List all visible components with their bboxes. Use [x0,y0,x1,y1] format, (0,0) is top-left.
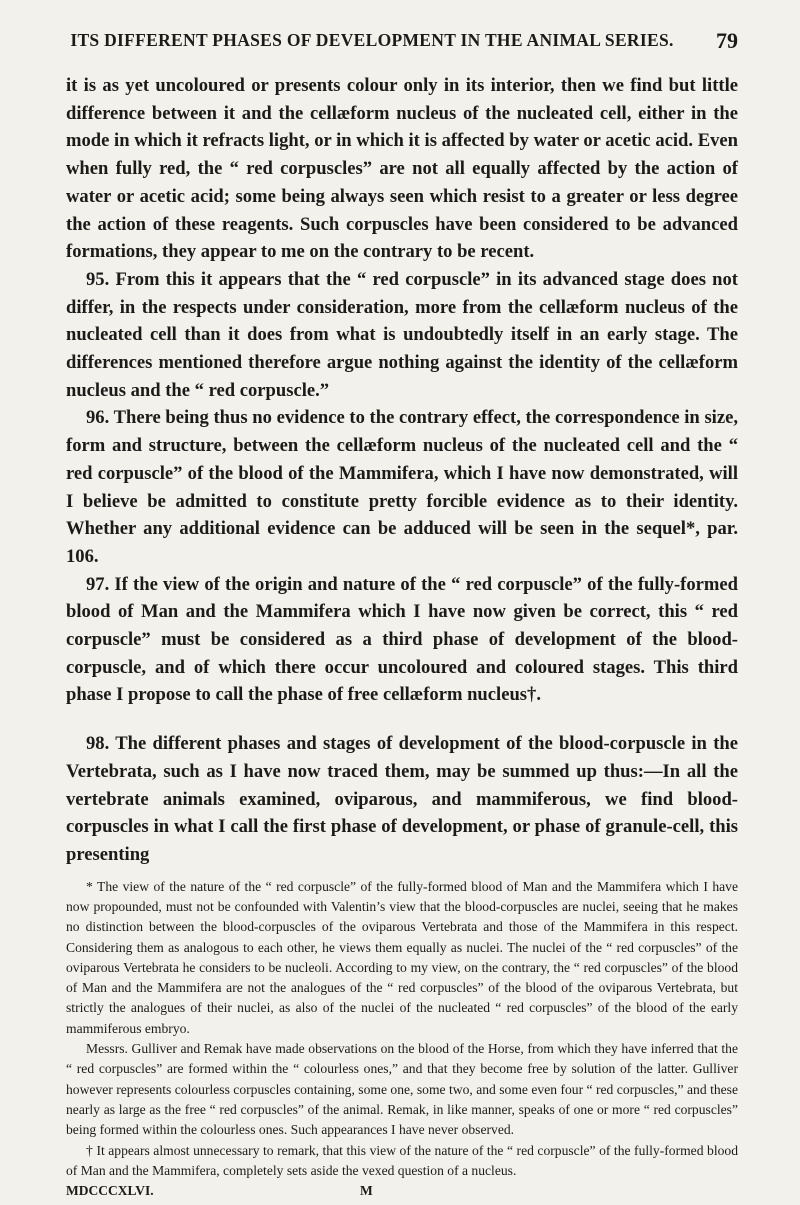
body-text [66,72,738,869]
paragraph-98: 98. The different phases and stages of development of the blood-corpuscle in the Vertebrata, such as I have now traced them, may be summed up thus:—In all the vertebrate animals examined, oviparous, and mammiferous, we find blood-corpuscles in what I call the first phase of development, or phase of granule-cell, this presenting [66,733,738,865]
footnotes [66,877,738,1181]
signature-line [66,1183,738,1205]
page-number: 79 [716,28,738,53]
running-head [66,28,738,62]
signature-mark: MDCCCXLVI. [66,1183,154,1199]
paragraph-97: 97. If the view of the origin and nature of the “ red corpuscle” of the fully-formed blood of Man and the Mammifera which I have now given be correct, this “ red corpuscle” must be considered as a third phase of development of the blood-corpuscle, and of which there occur uncoloured and coloured stages. This third phase I propose to call the phase of free cellæform nucleus†. [66,573,738,706]
footnote-dagger: † It appears almost unnecessary to remark, that this view of the nature of the “ red corpuscle” of the fully-formed blood of Man and the Mammifera, completely sets aside the vexed question of a nucleus. [66,1142,738,1178]
page [66,28,738,1205]
paragraph-continued: it is as yet uncoloured or presents colour only in its interior, then we find but little difference between it and the cellæform nucleus of the nucleated cell, either in the mode in which it refracts light, or in which it is affected by water or acetic acid. Even when fully red, the “ red corpuscles” are not all equally affected by the action of water or acetic acid; some being always seen which resist to a greater or less degree the action of these reagents. Such corpuscles have been considered to be advanced formations, they appear to me on the contrary to be recent. [66,75,738,263]
paragraph-95: 95. From this it appears that the “ red corpuscle” in its advanced stage does not differ, in the respects under consideration, more from the cellæform nucleus of the nucleated cell than it does from what is undoubtedly itself in an early stage. The differences mentioned therefore argue nothing against the identity of the cellæform nucleus and the “ red corpuscle.” [66,268,738,401]
footnote-asterisk: * The view of the nature of the “ red corpuscle” of the fully-formed blood of Man and the Mammifera which I have now propounded, must not be confounded with Valentin’s view that the blood-corpuscles are nuclei, seeing that he makes no distinction between the blood-corpuscles of the oviparous Vertebrata and those of the Mammifera in this respect. Considering them as analogous to each other, he views them equally as nuclei. The nuclei of the “ red corpuscles” of the oviparous Vertebrata he considers to be nucleoli. According to my view, on the contrary, the “ red corpuscles” of the blood of Man and the Mammifera are not the analogues of the “ red corpuscles” of the blood of the oviparous Vertebrata, but strictly the analogues of their nuclei, as also of the nuclei of the nucleated “ red corpuscles” of the blood of the early mammiferous embryo. [66,878,738,1036]
footnote-continuation: Messrs. Gulliver and Remak have made observations on the blood of the Horse, from which they have inferred that the “ red corpuscles” are formed within the “ colourless ones,” and that they become free by solution of the latter. Gulliver however represents colourless corpuscles containing, some one, some two, and some even four “ red corpuscles,” and these nearly as large as the free “ red corpuscles” of the animal. Remak, in like manner, speaks of one or more “ red corpuscles” being formed within the colourless ones. Such appearances I have never observed. [66,1041,738,1138]
running-title: ITS DIFFERENT PHASES OF DEVELOPMENT IN THE ANIMAL SERIES. [70,30,674,50]
paragraph-96: 96. There being thus no evidence to the contrary effect, the correspondence in size, form and structure, between the cellæform nucleus of the nucleated cell and the “ red corpuscle” of the blood of the Mammifera, which I have now demonstrated, will I believe be admitted to constitute pretty forcible evidence as to their identity. Whether any additional evidence can be adduced will be seen in the sequel*, par. 106. [66,407,738,567]
signature-letter: M [360,1183,373,1199]
